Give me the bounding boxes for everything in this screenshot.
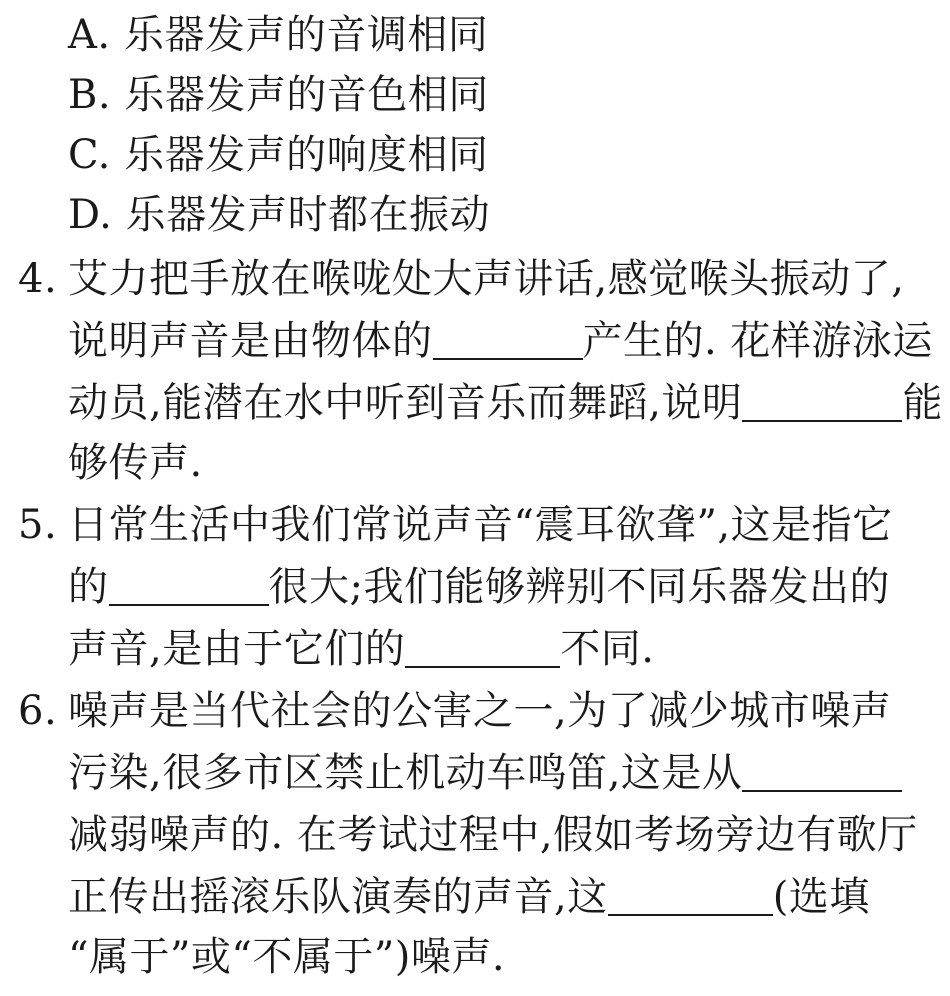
question-5-text-3a: 声音,是由于它们的	[68, 626, 406, 672]
question-4-line-2	[68, 316, 933, 366]
question-4-text-2a: 说明声音是由物体的	[68, 318, 433, 364]
question-5-text-3b: 不同.	[560, 626, 655, 672]
question-6-line-5: “属于”或“不属于”)噪声.	[68, 934, 506, 980]
question-4-line-1	[18, 254, 904, 304]
option-b: B. 乐器发声的音色相同	[68, 72, 489, 118]
question-6-text-4a: 正传出摇滚乐队演奏的声音,这	[68, 874, 608, 920]
question-5-number: 5.	[18, 502, 58, 548]
question-5-line-2	[68, 562, 890, 612]
question-6-line-2	[68, 748, 902, 798]
question-6-text-2: 污染,很多市区禁止机动车鸣笛,这是从	[68, 750, 743, 796]
question-5-blank-1[interactable]	[109, 568, 269, 606]
question-4-text-3b: 能	[902, 380, 943, 426]
question-6-text-4b: (选填	[772, 874, 870, 920]
question-6-number: 6.	[18, 688, 58, 734]
option-a: A. 乐器发声的音调相同	[68, 12, 489, 58]
question-5-text-1: 日常生活中我们常说声音“震耳欲聋”,这是指它	[68, 502, 893, 548]
question-6-line-3: 减弱噪声的. 在考试过程中,假如考场旁边有歌厅	[68, 812, 918, 858]
question-4-number: 4.	[18, 256, 58, 302]
question-6-blank-1[interactable]	[742, 754, 902, 792]
question-5-line-3	[68, 624, 654, 674]
question-5-text-2a: 的	[68, 564, 109, 610]
question-6-text-1: 噪声是当代社会的公害之一,为了减少城市噪声	[68, 688, 892, 734]
question-5-blank-2[interactable]	[405, 630, 560, 668]
question-5-text-2b: 很大;我们能够辨别不同乐器发出的	[268, 564, 890, 610]
question-4-line-3	[68, 378, 943, 428]
question-6-line-1	[18, 686, 891, 736]
question-6-line-4	[68, 872, 870, 922]
question-5-line-1	[18, 500, 893, 550]
question-4-text-2b: 产生的. 花样游泳运	[582, 318, 933, 364]
question-6-blank-2[interactable]	[608, 878, 773, 916]
question-4-blank-2[interactable]	[742, 384, 902, 422]
option-d: D. 乐器发声时都在振动	[68, 192, 491, 238]
question-4-line-4: 够传声.	[68, 440, 203, 486]
question-4-text-3a: 动员,能潜在水中听到音乐而舞蹈,说明	[68, 380, 743, 426]
question-4-text-1: 艾力把手放在喉咙处大声讲话,感觉喉头振动了,	[68, 256, 905, 302]
question-4-blank-1[interactable]	[433, 322, 583, 360]
option-c: C. 乐器发声的响度相同	[68, 132, 489, 178]
